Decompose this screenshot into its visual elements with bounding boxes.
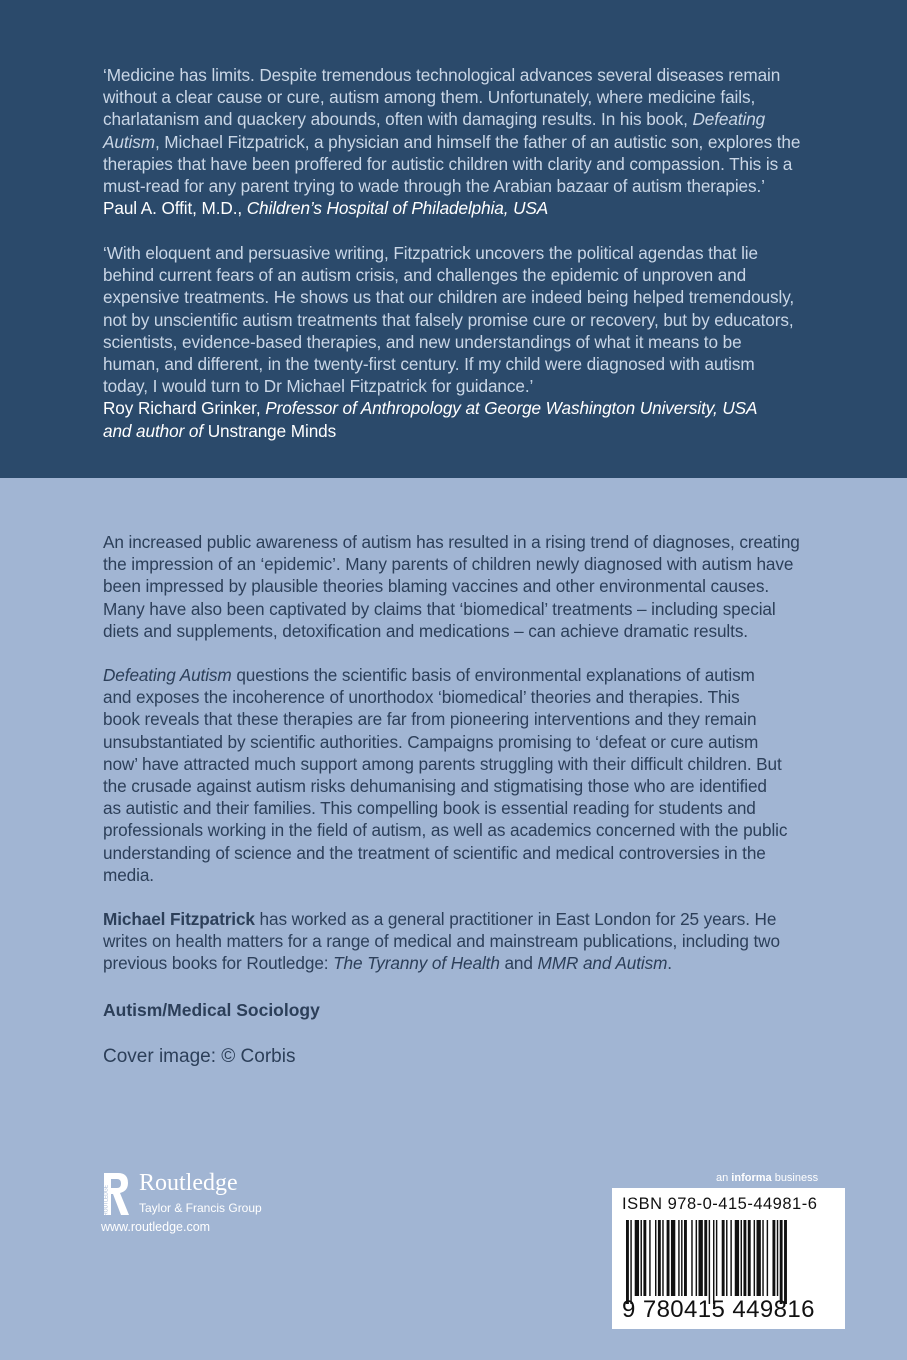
barcode-bar	[716, 1220, 717, 1296]
blurb-line: Many have also been captivated by claims that ‘biomedical’ treatments – including special	[103, 598, 776, 619]
barcode-bar	[730, 1220, 731, 1296]
barcode-bar	[678, 1220, 679, 1296]
blurb-line: Defeating Autism questions the scientific basis of environmental explanations of autism	[103, 665, 755, 685]
quote-line: today, I would turn to Dr Michael Fitzpatrick for guidance.’	[103, 376, 534, 397]
barcode-bar	[684, 1220, 687, 1296]
barcode-bar	[662, 1220, 663, 1296]
quote-line: without a clear cause or cure, autism among them. Unfortunately, where medicine fails,	[103, 87, 756, 108]
barcode-bar	[748, 1220, 751, 1296]
informa-tagline: an informa business	[716, 1172, 819, 1184]
barcode-bar	[671, 1220, 675, 1296]
quote-line: charlatanism and quackery abounds, often with damaging results. In his book, Defeating	[103, 109, 766, 130]
routledge-logo-icon	[101, 1170, 131, 1220]
barcode-bar	[655, 1220, 656, 1296]
bio-line: writes on health matters for a range of medical and mainstream publications, including two	[103, 931, 780, 952]
barcode-bar	[713, 1220, 714, 1304]
barcode-bar	[735, 1220, 739, 1296]
blurb-line: media.	[103, 864, 154, 885]
quote-attribution-book: and author of Unstrange Minds	[103, 420, 337, 441]
barcode-bar	[772, 1220, 775, 1296]
barcode-bar	[681, 1220, 682, 1296]
blurb-line: professionals working in the field of autism, as well as academics concerned with the public	[103, 820, 788, 841]
barcode-bar	[635, 1220, 639, 1296]
barcode-bar	[667, 1220, 670, 1296]
blurb-line: now’ have attracted much support among parents struggling with their difficult children. But	[103, 753, 782, 774]
barcode-bar	[643, 1220, 646, 1296]
barcode-bar	[784, 1220, 787, 1304]
bio-line: previous books for Routledge: The Tyranny of Health and MMR and Autism.	[103, 953, 672, 974]
quote-line: Autism, Michael Fitzpatrick, a physician and himself the father of an autistic son, explores the	[103, 131, 801, 152]
quote-line: human, and different, in the twenty-first century. If my child were diagnosed with autism	[103, 354, 755, 375]
barcode-bar	[767, 1220, 768, 1296]
praise-quote-offit	[103, 64, 845, 219]
quote-line: behind current fears of an autism crisis, and challenges the epidemic of unproven and	[103, 265, 747, 286]
blurb-line: understanding of science and the treatment of scientific and medical controversies in the	[103, 842, 766, 863]
barcode-bar	[709, 1220, 710, 1304]
barcode-bar	[777, 1220, 778, 1296]
barcode-digits: 9 780415 449816	[622, 1296, 815, 1323]
subject-category: Autism/Medical Sociology	[103, 1000, 320, 1020]
quote-line: ‘With eloquent and persuasive writing, Fitzpatrick uncovers the political agendas that lie	[103, 243, 758, 263]
publisher-url: www.routledge.com	[101, 1220, 211, 1234]
barcode-bar	[691, 1220, 692, 1296]
barcode-bar	[658, 1220, 661, 1296]
barcode-bar	[762, 1220, 763, 1296]
blurb-line: the crusade against autism risks dehumanising and stigmatising those who are identified	[103, 776, 767, 797]
praise-quote-grinker	[103, 242, 845, 442]
blurb-line: been impressed by plausible theories blaming vaccines and other environmental causes.	[103, 576, 770, 597]
quote-line: must-read for any parent trying to wade through the Arabian bazaar of autism therapies.’	[103, 176, 765, 197]
blurb-line: as autistic and their families. This compelling book is essential reading for students and	[103, 798, 756, 819]
blurb-paragraph-1	[103, 531, 843, 642]
barcode-bar	[722, 1220, 725, 1296]
barcode-bar	[641, 1220, 642, 1296]
quote-line: therapies that have been proffered for autistic children with clarity and compassion. This is a	[103, 153, 793, 174]
blurb-line: the impression of an ‘epidemic’. Many parents of children newly diagnosed with autism have	[103, 554, 794, 575]
bio-line: Michael Fitzpatrick has worked as a general practitioner in East London for 25 years. He	[103, 909, 777, 929]
quote-attribution: Roy Richard Grinker, Professor of Anthropology at George Washington University, USA	[103, 398, 758, 419]
barcode-bar	[699, 1220, 703, 1296]
publisher-group: Taylor & Francis Group	[139, 1201, 262, 1215]
barcode-bar	[696, 1220, 697, 1296]
blurb-paragraph-2	[103, 664, 843, 886]
barcode-bar	[726, 1220, 727, 1296]
quote-line: expensive treatments. He shows us that our children are indeed being helped tremendously,	[103, 287, 795, 308]
publisher-name: Routledge	[139, 1170, 238, 1196]
quote-line: scientists, evidence-based therapies, and new understandings of what it means to be	[103, 331, 742, 352]
barcode-bar	[757, 1220, 761, 1296]
author-bio	[103, 908, 843, 975]
barcode-bar	[630, 1220, 631, 1304]
logo-vertical-text: ROUTLEDGE	[103, 1184, 110, 1216]
barcode-bar	[780, 1220, 783, 1304]
blurb-line: book reveals that these therapies are far from pioneering interventions and they remain	[103, 709, 757, 730]
isbn-label: ISBN 978-0-415-44981-6	[622, 1195, 818, 1213]
barcode-bar	[754, 1220, 755, 1296]
barcode-bar	[741, 1220, 742, 1296]
barcode-bar	[704, 1220, 707, 1296]
blurb-line: unsubstantiated by scientific authorities. Campaigns promising to ‘defeat or cure autism	[103, 731, 759, 752]
cover-credit: Cover image: © Corbis	[103, 1046, 296, 1067]
barcode-bar	[626, 1220, 629, 1304]
barcode-bar	[743, 1220, 746, 1296]
quote-line: ‘Medicine has limits. Despite tremendous technological advances several diseases remain	[103, 65, 781, 85]
quote-line: not by unscientific autism treatments that falsely promise cure or recovery, but by educators,	[103, 309, 794, 330]
quote-attribution: Paul A. Offit, M.D., Children’s Hospital of Philadelphia, USA	[103, 198, 549, 219]
blurb-line: diets and supplements, detoxification and medications – can achieve dramatic results.	[103, 620, 748, 641]
barcode-bars	[626, 1220, 831, 1304]
blurb-line: and exposes the incoherence of unorthodox ‘biomedical’ theories and therapies. This	[103, 687, 740, 708]
barcode-bar	[649, 1220, 650, 1296]
blurb-line: An increased public awareness of autism has resulted in a rising trend of diagnoses, creating	[103, 532, 800, 552]
isbn-barcode	[612, 1188, 845, 1329]
